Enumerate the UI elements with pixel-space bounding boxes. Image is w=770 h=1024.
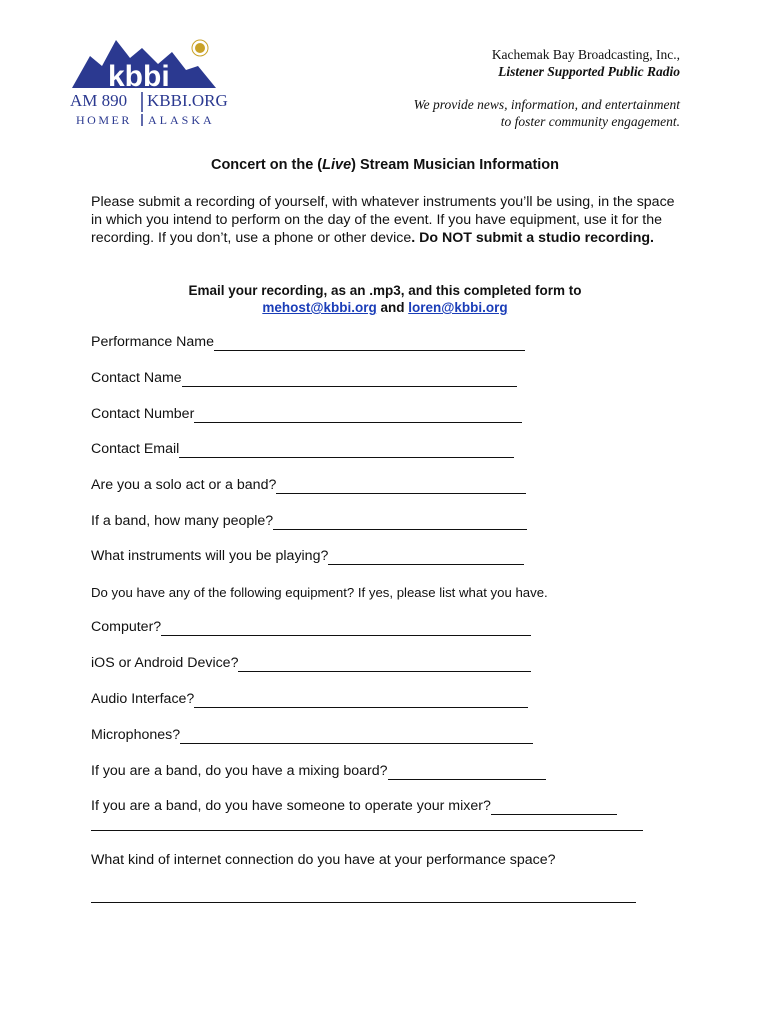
logo-state-text: Alaska: [148, 113, 215, 127]
email-instructions: Email your recording, as an .mp3, and this completed form to mehost@kbbi.org and loren@kbbi.org: [188, 283, 582, 315]
mixer-operator-extra-line[interactable]: [91, 830, 643, 831]
logo-site-text: KBBI.ORG: [147, 91, 228, 110]
logo-am-text: AM 890: [70, 91, 128, 110]
form-title: Concert on the (Live) Stream Musician Information: [210, 157, 560, 173]
band-size-field[interactable]: If a band, how many people?: [91, 512, 527, 530]
kbbi-logo: [68, 36, 234, 128]
contact-number-field[interactable]: Contact Number: [91, 405, 522, 423]
instruments-line[interactable]: [328, 550, 524, 565]
org-tagline: Listener Supported Public Radio: [498, 64, 680, 79]
email-link-loren[interactable]: loren@kbbi.org: [408, 300, 508, 315]
microphones-line[interactable]: [180, 729, 533, 744]
internet-answer-line[interactable]: [91, 902, 636, 903]
internet-question: What kind of internet connection do you have at your performance space?: [91, 852, 556, 868]
computer-line[interactable]: [161, 621, 531, 636]
mission-statement: [414, 96, 680, 130]
logo-kbbi-text: kbbi: [108, 60, 170, 93]
mixing-board-field[interactable]: If you are a band, do you have a mixing board?: [91, 762, 546, 780]
device-line[interactable]: [238, 657, 531, 672]
solo-or-band-line[interactable]: [276, 479, 526, 494]
audio-interface-field[interactable]: Audio Interface?: [91, 690, 528, 708]
performance-name-field[interactable]: Performance Name: [91, 333, 525, 351]
sun-icon: [195, 43, 205, 53]
mixer-operator-line[interactable]: [491, 800, 617, 815]
logo-city-text: Homer: [76, 113, 132, 127]
contact-number-line[interactable]: [194, 408, 522, 423]
mixing-board-line[interactable]: [388, 765, 546, 780]
contact-name-field[interactable]: Contact Name: [91, 369, 517, 387]
mission-line-1: We provide news, information, and entertainment: [413, 97, 680, 112]
performance-name-line[interactable]: [214, 336, 525, 351]
instruments-field[interactable]: What instruments will you be playing?: [91, 547, 524, 565]
audio-interface-line[interactable]: [194, 693, 528, 708]
mixer-operator-field[interactable]: If you are a band, do you have someone to operate your mixer?: [91, 797, 617, 815]
equipment-question: Do you have any of the following equipment? If yes, please list what you have.: [91, 585, 548, 600]
microphones-field[interactable]: Microphones?: [91, 726, 533, 744]
device-field[interactable]: iOS or Android Device?: [91, 654, 531, 672]
contact-name-line[interactable]: [182, 372, 517, 387]
email-link-mehost[interactable]: mehost@kbbi.org: [262, 300, 377, 315]
band-size-line[interactable]: [273, 515, 527, 530]
contact-email-line[interactable]: [179, 443, 514, 458]
intro-paragraph: Please submit a recording of yourself, with whatever instruments you’ll be using, in the space in which you intend to perform on the day of the event. If you have equipment, use it for the recording. If you don’t, use a phone or other device. Do NOT submit a studio recording.: [91, 194, 675, 246]
mission-line-2: to foster community engagement.: [500, 114, 680, 129]
org-info: [492, 46, 680, 80]
org-name: Kachemak Bay Broadcasting, Inc.,: [491, 47, 680, 62]
computer-field[interactable]: Computer?: [91, 618, 531, 636]
solo-or-band-field[interactable]: Are you a solo act or a band?: [91, 476, 526, 494]
contact-email-field[interactable]: Contact Email: [91, 440, 514, 458]
